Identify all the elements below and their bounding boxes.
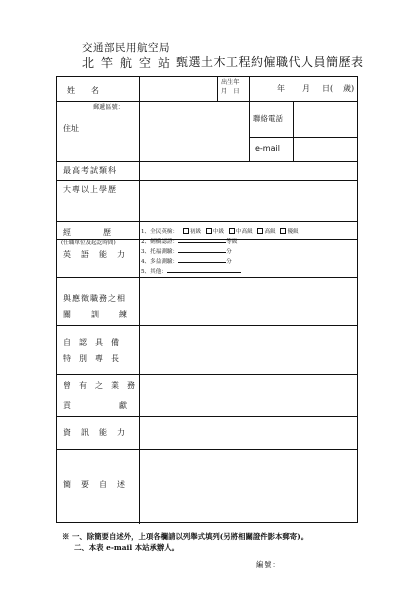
level-checkbox[interactable] — [257, 228, 263, 234]
gept-line: 1、全民英檢： 初級 中級 中高級 高級 優級 — [141, 229, 299, 235]
name-field[interactable] — [141, 80, 215, 98]
toefl-blank[interactable] — [178, 247, 226, 253]
age-label: 歲) — [343, 84, 355, 93]
birth-label-top: 出生年 — [221, 79, 240, 86]
experience-note: (任職單位及起訖時間) — [61, 240, 116, 246]
email-label: e-mail — [255, 144, 280, 153]
exam-label: 最高考試類科 — [63, 166, 117, 175]
language-label: 英 語 能 力 — [63, 250, 126, 259]
postal-code-label: 郵遞區號： — [93, 104, 124, 111]
level-checkbox[interactable] — [280, 228, 286, 234]
level-checkbox[interactable] — [206, 228, 212, 234]
station-name: 北竿航空站 — [82, 56, 178, 70]
contribution-label-line1: 曾 有 之 業 務 — [63, 381, 135, 390]
other-line: 5、其他： — [141, 267, 241, 277]
language-options — [141, 228, 299, 237]
education-label: 大專以上學歷 — [63, 185, 117, 194]
skills-label-line2: 特 別 專 長 — [63, 354, 119, 363]
cambridge-line: 2、劍橋認證： 等級 — [141, 239, 238, 245]
skills-field[interactable] — [141, 327, 355, 372]
toeic-line: 4、多益測驗： 分 — [141, 259, 232, 266]
training-field[interactable] — [141, 279, 355, 323]
toefl-line: 3、托福測驗： 分 — [141, 249, 232, 256]
training-label-line1: 與應徵職務之相 — [63, 294, 126, 303]
address-label: 住址 — [63, 124, 79, 133]
exam-field[interactable] — [141, 163, 355, 177]
bio-field[interactable] — [141, 451, 355, 521]
agency-name: 交通部民用航空局 — [82, 42, 170, 54]
education-field[interactable] — [141, 182, 355, 218]
contribution-label-line2: 貢 獻 — [63, 401, 127, 410]
address-field[interactable] — [141, 113, 245, 157]
it-skills-label: 資 訊 能 力 — [63, 428, 126, 437]
level-checkbox[interactable] — [183, 228, 189, 234]
level-checkbox[interactable] — [229, 228, 235, 234]
birth-year-label: 年 — [277, 84, 285, 93]
skills-label-line1: 自 認 具 備 — [63, 338, 119, 347]
toeic-blank[interactable] — [178, 257, 226, 263]
experience-label: 經 歷 — [63, 228, 111, 237]
footnote-2: 二、本表 e-mail 本站承辦人。 — [74, 542, 180, 552]
training-label-line2: 關 訓 練 — [63, 310, 133, 319]
language-lines-2to5 — [141, 237, 241, 277]
bio-label: 簡 要 自 述 — [63, 480, 126, 489]
other-blank[interactable] — [167, 267, 241, 273]
form-title: 甄選土木工程約僱職代人員簡歷表 — [176, 55, 364, 69]
footnotes — [62, 532, 308, 553]
serial-number-label: 編號： — [256, 560, 281, 569]
phone-label: 聯絡電話 — [253, 114, 283, 123]
birth-month-label: 月 — [302, 84, 310, 93]
contribution-field[interactable] — [141, 376, 355, 414]
email-field[interactable] — [295, 139, 355, 159]
phone-field[interactable] — [295, 103, 355, 135]
it-skills-field[interactable] — [141, 418, 355, 447]
note-mark: ※ — [62, 532, 70, 541]
cambridge-blank[interactable] — [178, 237, 226, 243]
footnote-1: ※ 一、除簡要自述外，上項各欄請以列舉式填列(另將相關證件影本郵寄)。 — [62, 532, 309, 541]
resume-form-table — [56, 76, 358, 523]
birth-day-label: 日( — [322, 84, 334, 93]
name-label: 姓 名 — [67, 86, 99, 95]
birth-label-bottom: 月 日 — [221, 88, 240, 95]
